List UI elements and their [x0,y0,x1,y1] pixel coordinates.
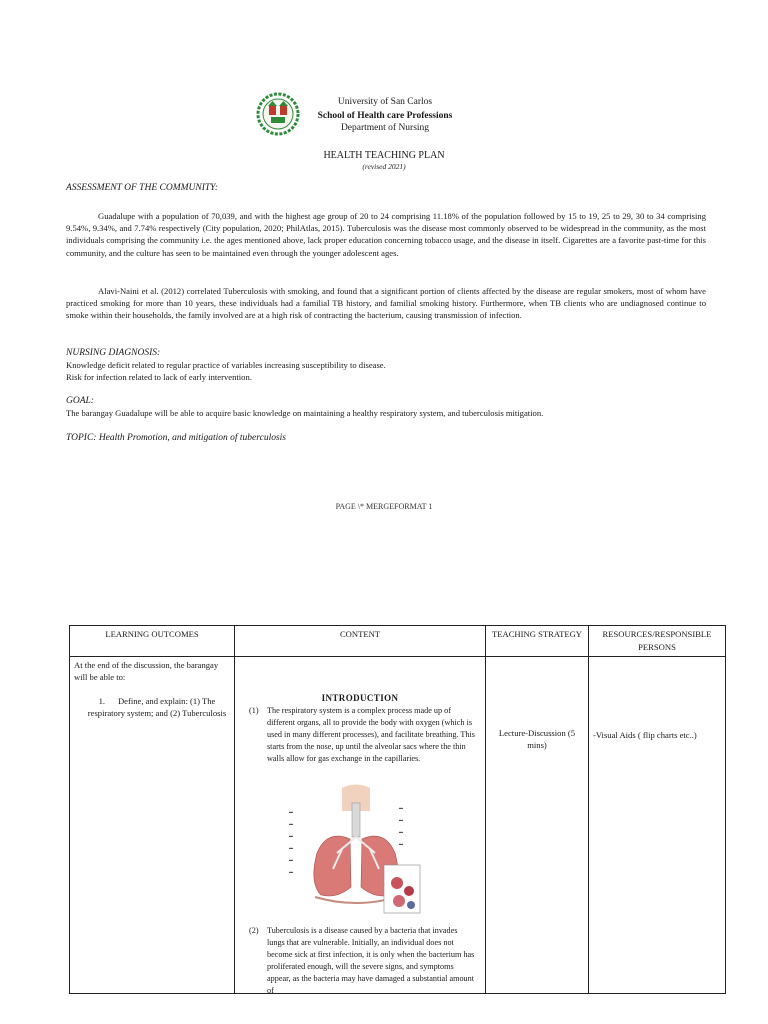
content-item-text: The respiratory system is a complex process made up of different organs, all to provide the body with oxygen (which is used in many different processes), and facilitate breathing. This starts from the nose, up until the alveolar sacs where the thin walls allow for gas exchange in the capillaries. [267,706,475,763]
page-field-code: PAGE \* MERGEFORMAT 1 [335,502,433,511]
learning-item-number: 1. [98,696,106,706]
content-item-number: (2) [249,926,259,935]
content-item-text: Tuberculosis is a disease caused by a bacteria that invades lungs that are vulnerable. Initially, an individual does not become sick at first infection, it is only when the bacterium has proliferated enough, will the severe signs, and symptoms appear, as the bacteria may have damaged a substantial amount of [267,926,475,995]
header-content: CONTENT [235,626,486,657]
content-item-number: (1) [249,706,259,715]
resources-cell: -Visual Aids ( flip charts etc..) [589,657,726,994]
learning-item-text: Define, and explain: (1) The respiratory system; and (2) Tuberculosis [87,696,227,718]
svg-text:▬: ▬ [399,829,403,834]
learning-intro: At the end of the discussion, the barangay will be able to: [74,660,219,682]
svg-text:▬: ▬ [289,833,293,838]
svg-text:▬: ▬ [289,857,293,862]
topic-text: TOPIC: Health Promotion, and mitigation of tuberculosis [66,433,286,443]
diagnosis-heading: NURSING DIAGNOSIS: [66,348,161,358]
teaching-strategy-cell: Lecture-Discussion (5 mins) [486,657,589,994]
teaching-plan-table [69,625,726,994]
plan-title: HEALTH TEACHING PLAN [323,150,445,161]
svg-text:▬: ▬ [399,805,403,810]
content-item [249,925,475,997]
diagnosis-item: Risk for infection related to lack of early intervention. [66,372,252,382]
learning-outcomes-cell [70,657,235,994]
diagnosis-item: Knowledge deficit related to regular practice of variables increasing susceptibility to disease. [66,360,386,370]
table-header-row [70,626,726,657]
svg-text:▬: ▬ [289,845,293,850]
svg-text:▬: ▬ [289,821,293,826]
learning-item [74,695,230,719]
svg-text:▬: ▬ [399,841,403,846]
header-learning-outcomes: LEARNING OUTCOMES [70,626,235,657]
svg-text:▬: ▬ [289,869,293,874]
svg-text:▬: ▬ [289,809,293,814]
header-teaching-strategy: TEACHING STRATEGY [486,626,589,657]
school-name: School of Health care Professions [317,111,453,121]
header-resources: RESOURCES/RESPONSIBLE PERSONS [589,626,726,657]
assessment-paragraph-2: Alavi-Naini et al. (2012) correlated Tuberculosis with smoking, and found that a significant portion of clients affected by the disease are regular smokers, most of whom have practiced smoking for more than 10 years, these individuals had a familial TB history, and familial smoking history. Furthermore, when TB clients who are undiagnosed continue to smoke within their households, the family involved are at a high risk of contracting the bacterium, causing transmission of infection. [66,286,706,321]
university-seal-icon [256,92,300,136]
department-name: Department of Nursing [340,123,430,133]
content-heading: INTRODUCTION [321,693,399,703]
university-name: University of San Carlos [337,97,433,107]
respiratory-system-illustration [287,783,425,919]
content-cell [235,657,486,994]
goal-text: The barangay Guadalupe will be able to acquire basic knowledge on maintaining a healthy respiratory system, and tuberculosis mitigation. [66,408,544,418]
plan-revision: (revised 2021) [362,162,406,171]
assessment-paragraph-1: Guadalupe with a population of 70,039, and with the highest age group of 20 to 24 comprising 11.18% of the population followed by 15 to 19, 25 to 29, 30 to 34 comprising 9.54%, 9.34%, and 7.74% respectively (City population, 2020; PhilAtlas, 2015). Tuberculosis was the disease most commonly observed to be widespread in the community, as the most individuals comprising the community i.e. the ages mentioned above, lack proper education concerning tobacco usage, and the disease in itself. Cigarettes are a favorite past-time for this community, and the culture has seen to be maintained even through the younger adolescent ages. [66,211,706,258]
goal-heading: GOAL: [66,396,94,406]
content-item [249,705,475,765]
table-row [70,657,726,994]
assessment-heading: ASSESSMENT OF THE COMMUNITY: [66,183,219,193]
svg-text:▬: ▬ [399,817,403,822]
